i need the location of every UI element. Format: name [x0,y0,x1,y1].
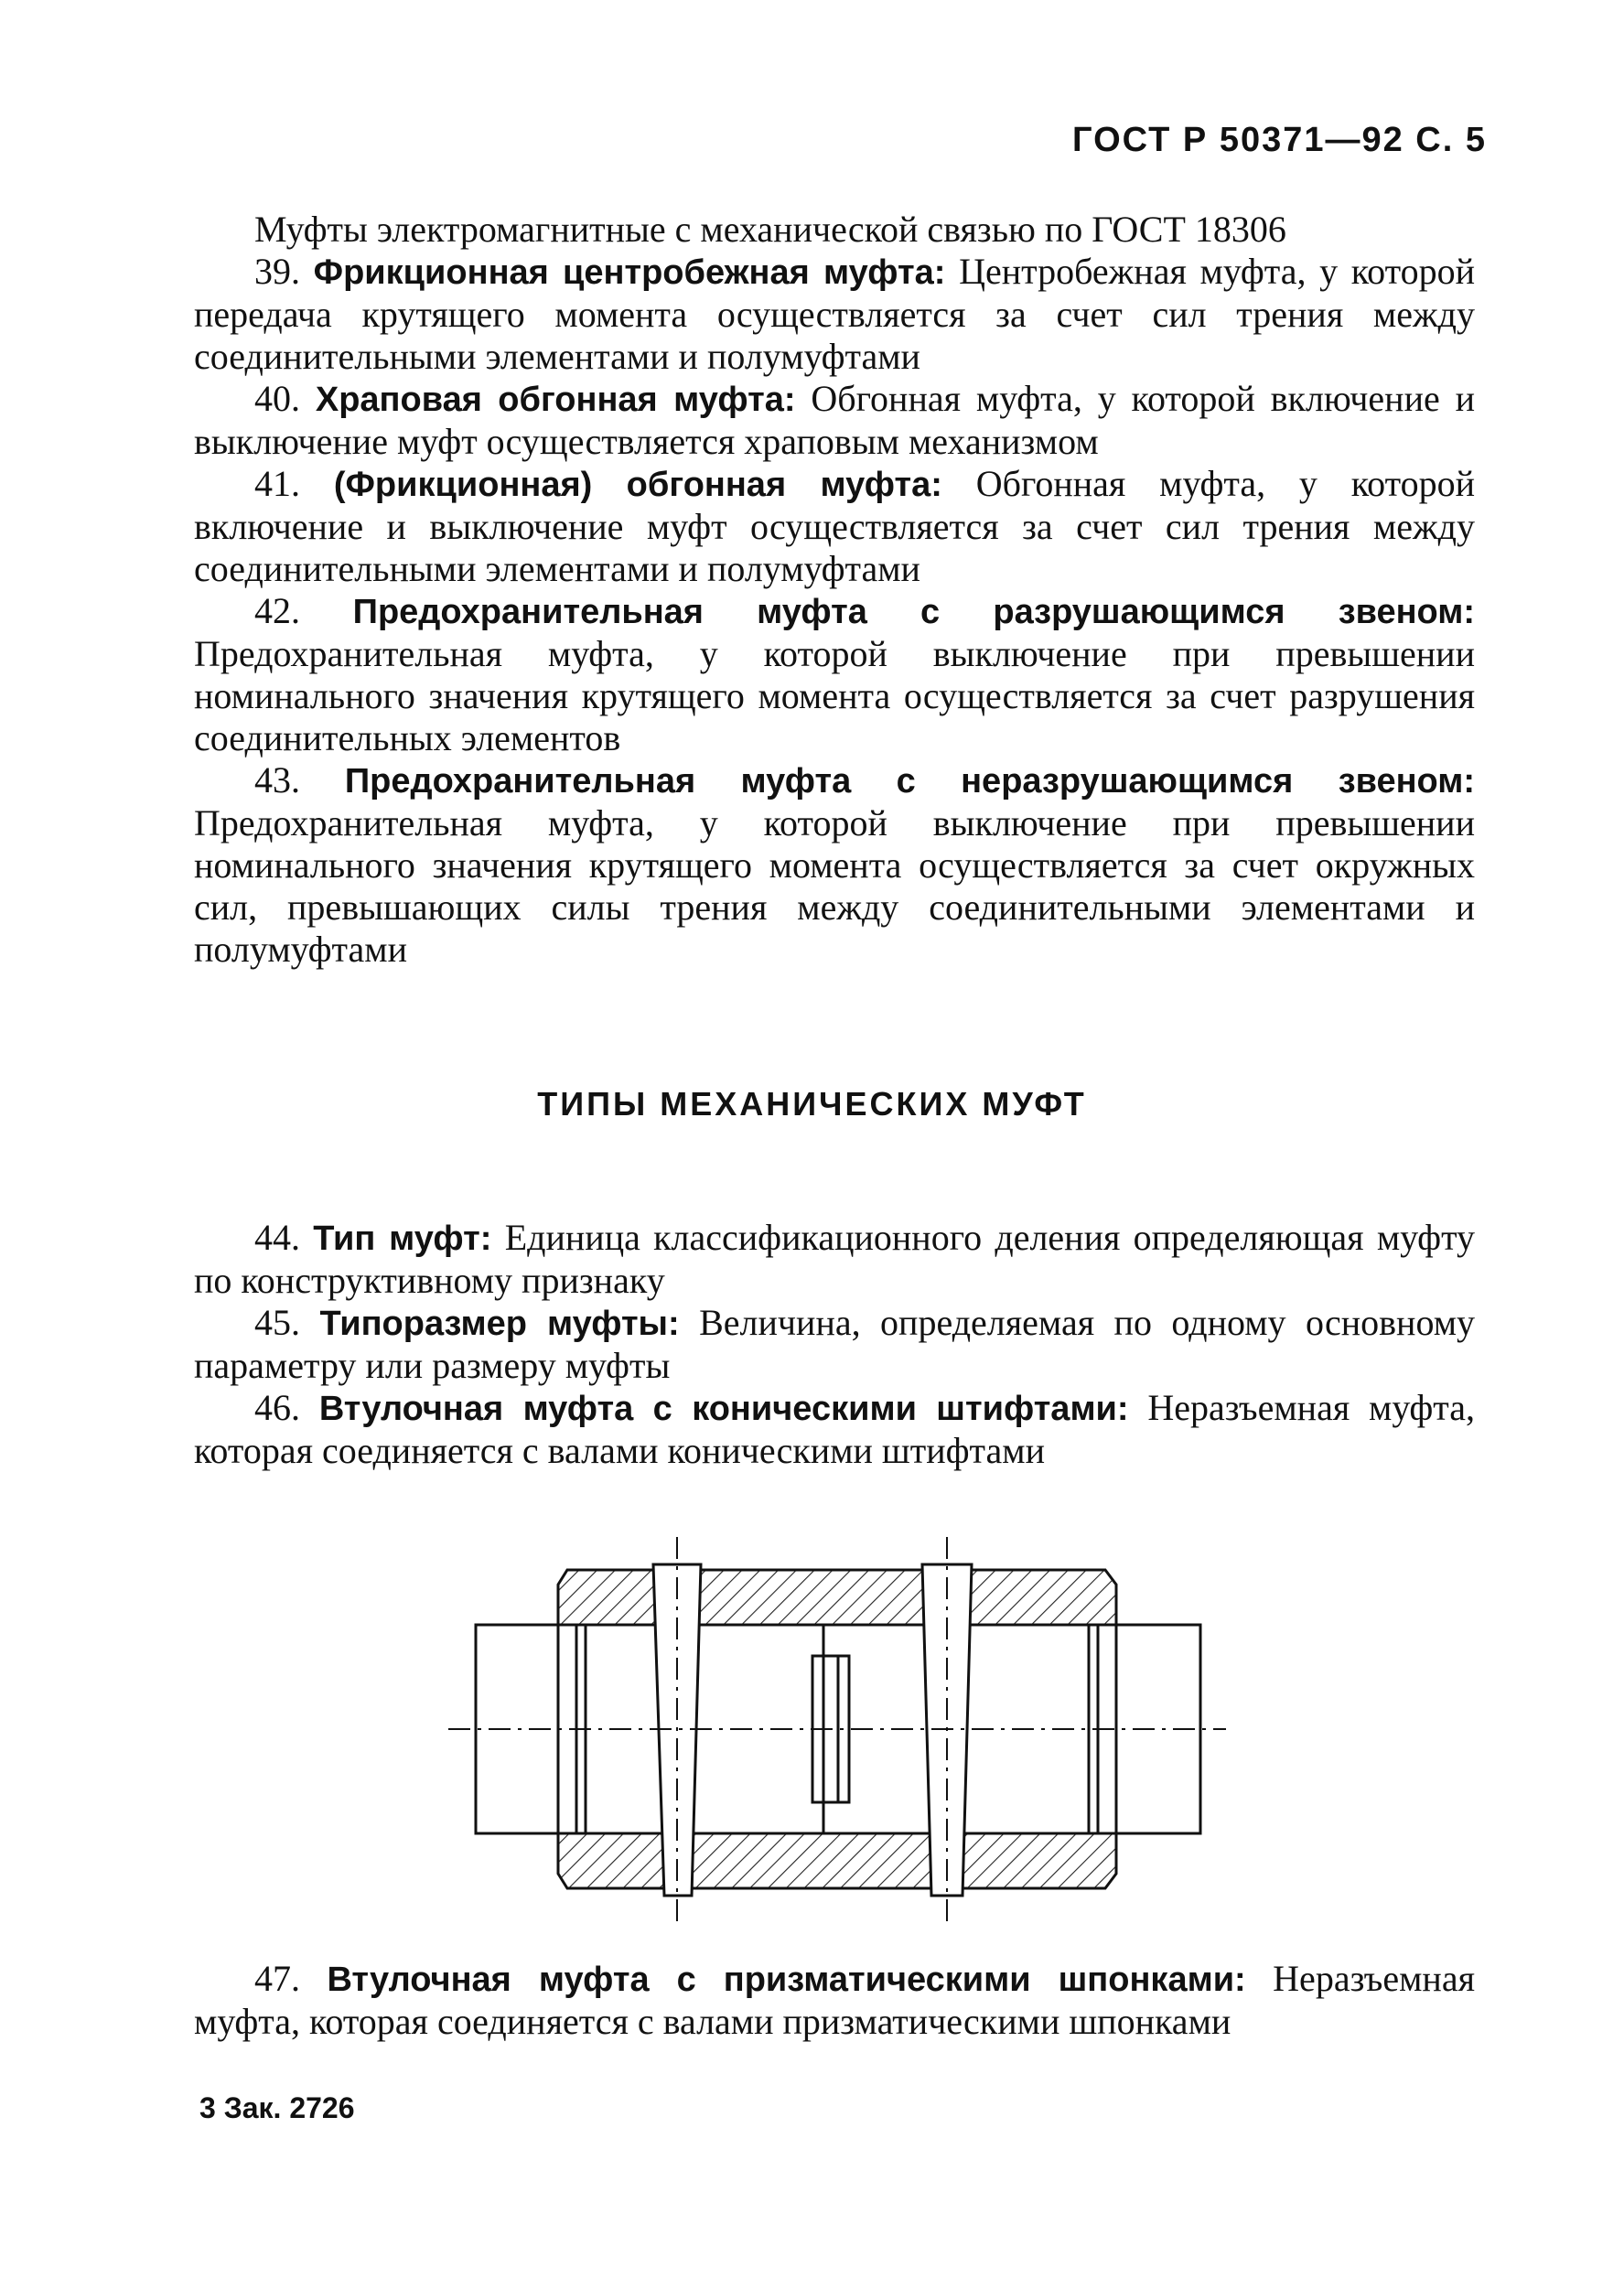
item-number: 41. [254,463,300,504]
paragraph-45 [194,1302,1475,1387]
term-definition: Центробежная муфта, у которой передача крутящего момента осуществляется за счет сил трения между соединительными элементами и полумуфтами [194,251,1476,377]
paragraph-42 [194,590,1475,759]
coupling-drawing [448,1537,1226,1921]
term-heading: Тип муфт: [313,1220,492,1258]
term-heading: Фрикционная центробежная муфта: [313,253,946,292]
term-definition: Предохранительная муфта, у которой выключение при превышении номинального значения крутящего момента осуществляется за счет разрушения соединительных элементов [194,633,1475,758]
paragraph-39 [194,251,1475,378]
sleeve-lower-wall [558,1833,1116,1888]
text-block-terms-44-46 [194,1217,1475,1472]
sleeve-upper-wall [558,1570,1116,1625]
running-head: ГОСТ Р 50371—92 С. 5 [1072,121,1487,159]
paragraph-41 [194,463,1475,590]
term-heading: Предохранительная муфта с неразрушающимся звеном: [344,762,1476,801]
paragraph-43 [194,759,1475,971]
term-heading: (Фрикционная) обгонная муфта: [333,466,942,504]
term-heading: Храповая обгонная муфта: [315,381,796,419]
item-number: 42. [254,590,300,631]
paragraph-40 [194,378,1475,463]
paragraph-46 [194,1387,1475,1472]
term-heading: Типоразмер муфты: [319,1305,680,1343]
paragraph-intro: Муфты электромагнитные с механической связью по ГОСТ 18306 [254,209,1286,250]
term-heading: Втулочная муфта с призматическими шпонками: [327,1961,1246,1999]
item-number: 45. [254,1302,300,1343]
item-number: 39. [254,251,300,292]
print-order-note: 3 Зак. 2726 [199,2091,355,2124]
term-definition: Величина, определяемая по одному основному параметру или размеру муфты [194,1302,1476,1386]
item-number: 40. [254,378,300,419]
item-number: 46. [254,1387,300,1428]
term-definition: Неразъемная муфта, которая соединяется с валами призматическими шпонками [194,1958,1475,2042]
text-block-terms-39-43 [194,209,1475,971]
item-number: 43. [254,759,300,801]
item-number: 47. [254,1958,300,1999]
term-definition: Предохранительная муфта, у которой выключение при превышении номинального значения крутящего момента осуществляется за счет окружных сил, превышающих силы трения между соединительными элементами и полумуфтами [194,802,1475,970]
term-heading: Предохранительная муфта с разрушающимся звеном: [352,593,1476,631]
paragraph-44 [194,1217,1475,1302]
term-heading: Втулочная муфта с коническими штифтами: [318,1390,1129,1428]
term-definition: Обгонная муфта, у которой включение и выключение муфт осуществляется храповым механизмом [194,378,1475,462]
text-block-term-47 [194,1958,1475,2043]
paragraph-47 [194,1958,1475,2043]
term-definition: Неразъемная муфта, которая соединяется с валами коническими штифтами [194,1387,1476,1471]
section-heading: ТИПЫ МЕХАНИЧЕСКИХ МУФТ [537,1085,1087,1123]
term-definition: Единица классификационного деления определяющая муфту по конструктивному признаку [194,1217,1476,1301]
term-definition: Обгонная муфта, у которой включение и выключение муфт осуществляется за счет сил трения между соединительными элементами и полумуфтами [194,463,1475,589]
item-number: 44. [254,1217,300,1258]
